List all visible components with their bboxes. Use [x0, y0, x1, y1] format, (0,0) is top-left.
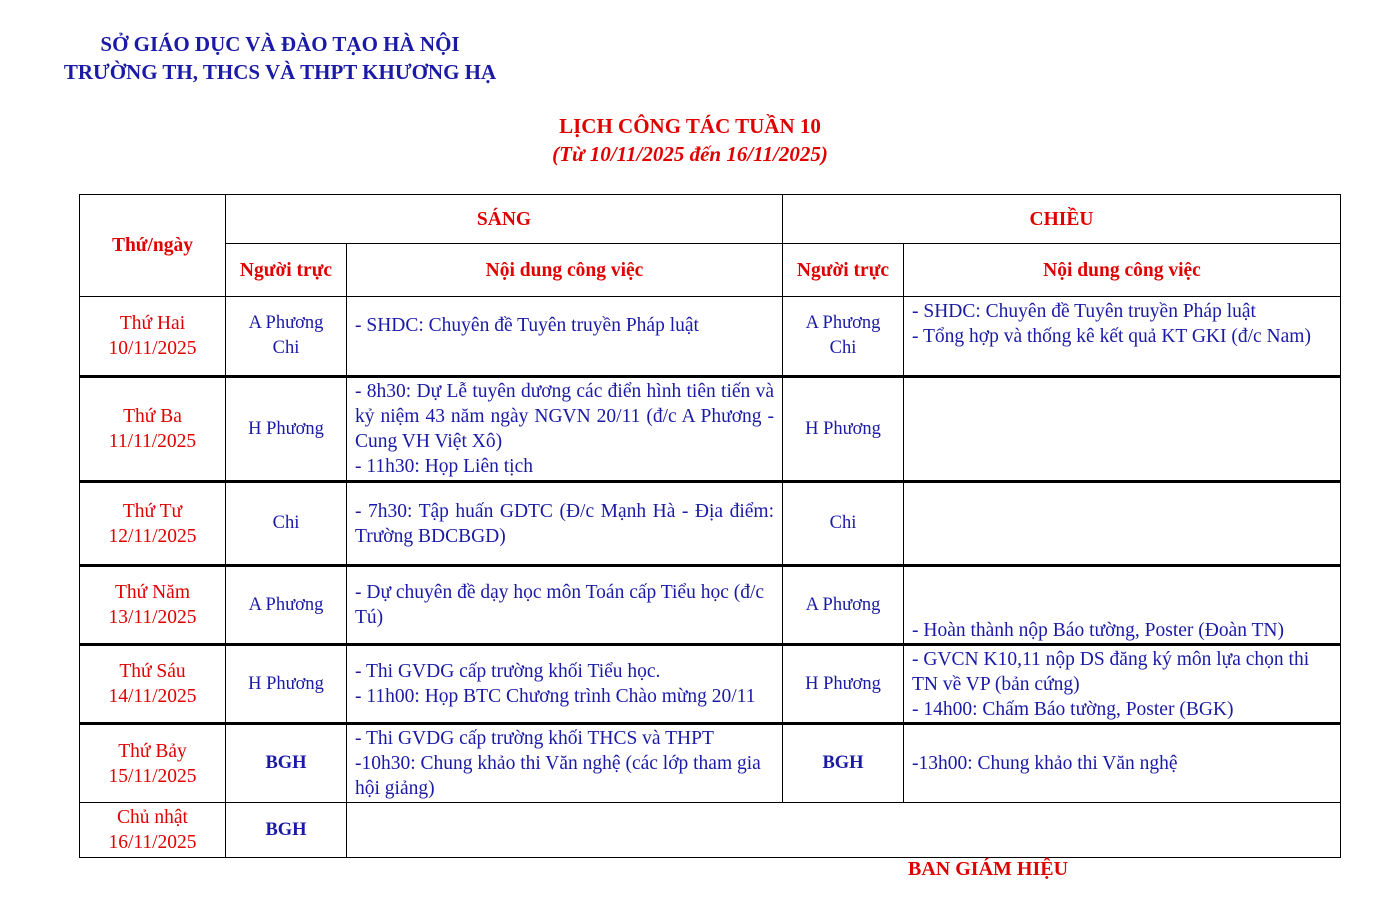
header-morning: SÁNG	[226, 195, 783, 244]
table-row	[80, 297, 1341, 377]
pm-person-cell: BGH	[783, 724, 904, 803]
day-date: 11/11/2025	[108, 431, 197, 452]
header-pm-content: Nội dung công việc	[904, 244, 1341, 297]
day-cell	[80, 724, 226, 803]
am-content-cell	[347, 297, 783, 377]
day-name: Thứ Bảy	[118, 740, 187, 762]
am-person-cell: H Phương	[226, 645, 347, 724]
day-cell	[80, 377, 226, 482]
header-pm-person: Người trực	[783, 244, 904, 297]
schedule-table	[79, 194, 1341, 858]
pm-person-cell: H Phương	[783, 377, 904, 482]
day-name: Thứ Tư	[122, 500, 183, 522]
sunday-content-cell	[347, 803, 1341, 858]
pm-line: - 14h00: Chấm Báo tường, Poster (BGK)	[912, 698, 1234, 720]
header-day: Thứ/ngày	[80, 195, 226, 297]
schedule-title: LỊCH CÔNG TÁC TUẦN 10	[559, 114, 821, 138]
am-content-cell	[347, 482, 783, 566]
am-line: - 11h00: Họp BTC Chương trình Chào mừng 20/11	[355, 686, 756, 707]
day-cell	[80, 645, 226, 724]
day-cell	[80, 482, 226, 566]
pm-person-cell: A Phương Chi	[783, 297, 904, 377]
am-person-cell: BGH	[226, 724, 347, 803]
am-content-cell	[347, 377, 783, 482]
day-date: 13/11/2025	[108, 607, 197, 628]
am-content-cell	[347, 724, 783, 803]
schedule-title-block	[440, 112, 940, 168]
pm-content-cell	[904, 297, 1341, 377]
pm-line: - SHDC: Chuyên đề Tuyên truyền Pháp luật	[912, 301, 1256, 322]
am-line: - 7h30: Tập huấn GDTC (Đ/c Mạnh Hà - Địa điểm: Trường BDCBGD)	[355, 500, 774, 547]
day-date: 16/11/2025	[108, 832, 197, 853]
day-date: 15/11/2025	[108, 765, 197, 787]
day-date: 10/11/2025	[108, 338, 197, 359]
am-person-cell: H Phương	[226, 377, 347, 482]
am-line: - Thi GVDG cấp trường khối Tiểu học.	[355, 661, 661, 682]
pm-content-cell	[904, 482, 1341, 566]
am-line: - Dự chuyên đề dạy học môn Toán cấp Tiểu học (đ/c Tú)	[355, 582, 765, 628]
day-name: Thứ Hai	[119, 313, 186, 334]
pm-line: -13h00: Chung khảo thi Văn nghệ	[912, 753, 1178, 774]
pm-line: - Hoàn thành nộp Báo tường, Poster (Đoàn TN)	[912, 620, 1285, 641]
header-am-content: Nội dung công việc	[347, 244, 783, 297]
am-person-cell: A Phương	[226, 566, 347, 645]
header-am-person: Người trực	[226, 244, 347, 297]
pm-content-cell	[904, 377, 1341, 482]
table-row	[80, 803, 1341, 858]
org-line-1: SỞ GIÁO DỤC VÀ ĐÀO TẠO HÀ NỘI	[100, 32, 460, 56]
pm-content-cell	[904, 566, 1341, 645]
table-row	[80, 645, 1341, 724]
day-cell	[80, 803, 226, 858]
org-line-2: TRƯỜNG TH, THCS VÀ THPT KHƯƠNG HẠ	[63, 60, 497, 84]
day-name: Thứ Sáu	[119, 661, 186, 682]
pm-content-cell	[904, 724, 1341, 803]
pm-line: - GVCN K10,11 nộp DS đăng ký môn lựa chọn thi TN về VP (bản cứng)	[912, 648, 1310, 695]
am-line: - 11h30: Họp Liên tịch	[355, 456, 533, 477]
header-afternoon: CHIỀU	[783, 195, 1341, 244]
organization-header	[0, 30, 560, 86]
am-content-cell	[347, 645, 783, 724]
pm-line: - Tổng hợp và thống kê kết quả KT GKI (đ/c Nam)	[912, 326, 1311, 347]
day-cell	[80, 297, 226, 377]
schedule-date-range: (Từ 10/11/2025 đến 16/11/2025)	[552, 142, 828, 166]
am-person-cell: BGH	[226, 803, 347, 858]
pm-content-cell	[904, 645, 1341, 724]
day-name: Thứ Ba	[123, 406, 182, 427]
signature-label: BAN GIÁM HIỆU	[908, 858, 1069, 880]
day-cell	[80, 566, 226, 645]
day-name: Chủ nhật	[117, 807, 188, 828]
am-content-cell	[347, 566, 783, 645]
day-date: 12/11/2025	[108, 525, 197, 547]
day-date: 14/11/2025	[108, 686, 197, 707]
pm-person-cell: H Phương	[783, 645, 904, 724]
table-row	[80, 566, 1341, 645]
pm-person-cell: A Phương	[783, 566, 904, 645]
am-person-cell: A Phương Chi	[226, 297, 347, 377]
am-line: -10h30: Chung khảo thi Văn nghệ (các lớp tham gia hội giảng)	[355, 753, 761, 799]
am-person-cell: Chi	[226, 482, 347, 566]
am-line: - 8h30: Dự Lễ tuyên dương các điển hình tiên tiến và kỷ niệm 43 năm ngày NGVN 20/11 (đ/c A Phương - Cung VH Việt Xô)	[355, 381, 774, 452]
header-row-2	[80, 244, 1341, 297]
pm-person-cell: Chi	[783, 482, 904, 566]
header-row-1	[80, 195, 1341, 244]
table-row	[80, 377, 1341, 482]
day-name: Thứ Năm	[114, 582, 190, 603]
am-line: - Thi GVDG cấp trường khối THCS và THPT	[355, 728, 714, 749]
am-line: - SHDC: Chuyên đề Tuyên truyền Pháp luật	[355, 315, 699, 336]
table-row	[80, 724, 1341, 803]
table-row	[80, 482, 1341, 566]
